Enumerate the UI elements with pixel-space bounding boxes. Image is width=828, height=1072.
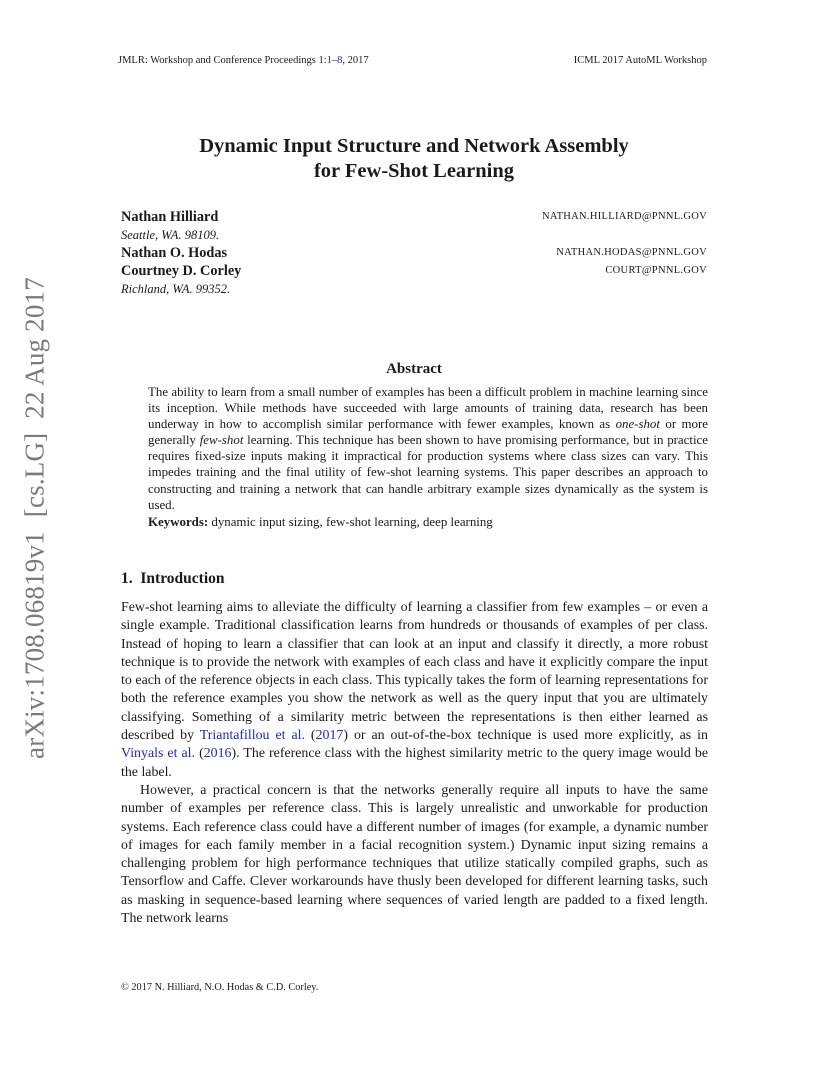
section-heading-introduction: 1. Introduction [121, 570, 225, 587]
keywords [148, 514, 708, 530]
arxiv-stamp-text: arXiv:1708.06819v1 [cs.LG] 22 Aug 2017 [19, 276, 50, 759]
page-start-link[interactable]: 1 [326, 55, 332, 66]
abstract-paragraph [148, 384, 708, 513]
emphasis-one-shot: one-shot [615, 417, 660, 432]
copyright-footer: © 2017 N. Hilliard, N.O. Hodas & C.D. Corley. [121, 982, 319, 993]
author-row [121, 262, 707, 280]
page-end-link[interactable]: 8 [337, 55, 343, 66]
abstract-text: learning. This technique has been shown to have promising performance, but in practice requires fixed-size inputs making it impractical for production systems where class sizes can vary. This impedes training and the final utility of few-shot learning systems. This paper describes an approach to constructing and training a network that can handle arbitrary example sizes dynamically as the system is used. [148, 433, 708, 512]
abstract-body [148, 384, 708, 530]
abstract-text: The ability to learn from a small number of examples has been a difficult problem in machine learning since its inception. While methods have succeeded with large amounts of training data, research has been underway in how to accomplish similar performance with fewer examples, known as [148, 385, 708, 432]
arxiv-stamp [10, 276, 60, 759]
title-line-1: Dynamic Input Structure and Network Assembly [199, 135, 629, 157]
author-email: NATHAN.HODAS@PNNL.GOV [556, 247, 707, 258]
keywords-label: Keywords: [148, 514, 209, 529]
page-dash: – [331, 55, 338, 66]
citation-vinyals-year-link[interactable]: 2016 [203, 746, 232, 762]
author-row [121, 208, 707, 226]
author-row [121, 244, 707, 262]
paragraph-text: . The reference class with the highest similarity metric to the query image would be the label. [121, 746, 708, 780]
proceedings-text: JMLR: Workshop and Conference Proceedings 1: [118, 55, 327, 66]
running-header-left [118, 55, 369, 66]
abstract-heading: Abstract [386, 361, 442, 377]
author-name: Nathan Hilliard [121, 209, 219, 225]
author-address: Seattle, WA. 98109. [121, 228, 220, 242]
author-email: NATHAN.HILLIARD@PNNL.GOV [541, 211, 707, 222]
author-block [121, 208, 707, 298]
author-name: Nathan O. Hodas [121, 245, 228, 261]
paper-title [0, 134, 828, 184]
citation-triantafillou-year-link[interactable]: 2017 [315, 728, 344, 744]
citation-triantafillou-link[interactable]: Triantafillou et al. [199, 728, 305, 744]
intro-paragraph-2: However, a practical concern is that the networks generally require all inputs to have the same number of examples per reference class. This is largely unrealistic and unworkable for production systems. Each reference class could have a different number of images (for example, a dynamic number of images for each family member in a facial recognition system.) Dynamic input sizing remains a challenging problem for high performance techniques that utilize statically compiled graphs, such as Tensorflow and Caffe. Clever workarounds have thusly been developed for different learning tasks, such as masking in sequence-based learning where sequences of varied length are padded to a fixed length. The network learns [121, 782, 708, 927]
abstract-text: or more generally [148, 417, 709, 448]
intro-paragraph-1: Few-shot learning aims to alleviate the difficulty of learning a classifier from few examples – or even a single example. Traditional classification learns from hundreds or thousands of examples of per class. Instead of hoping to learn a classifier that can look at an input and classify it directly, a more robust technique is to provide the network with examples of each class and have it explicitly compare the input to each of the reference objects in each class. This typically takes the form of learning representations for both the reference examples you show the network as well as the query input that you are ultimately classifying. Something of a similarity metric between the representations is then either learned as described by Triantafillou et al. (2017) or an out-of-the-box technique is used more explicitly, as in Vinyals et al. (2016). The reference class with the highest similarity metric to the query image would be the label. [121, 600, 708, 780]
keywords-list: dynamic input sizing, few-shot learning, deep learning [208, 514, 493, 529]
emphasis-few-shot: few-shot [199, 433, 244, 448]
paragraph-text: Few-shot learning aims to alleviate the difficulty of learning a classifier from few examples – or even a single example. Traditional classification learns from hundreds or thousands of examples of per class. Instead of hoping to learn a classifier that can look at an input and classify it directly, a more robust technique is to provide the network with examples of each class and have it explicitly compare the input to each of the reference objects in each class. This typically takes the form of learning representations for both the reference examples you show the network as well as the query input that you are ultimately classifying. Something of a similarity metric between the representations is then either learned as described by [121, 600, 708, 744]
author-address: Richland, WA. 99352. [121, 282, 231, 296]
title-line-2: for Few-Shot Learning [313, 160, 515, 182]
citation-vinyals-link[interactable]: Vinyals et al. [121, 746, 196, 762]
paragraph-text: or an out-of-the-box technique is used more explicitly, as in [347, 728, 708, 744]
running-header-right: ICML 2017 AutoML Workshop [573, 55, 707, 66]
introduction-body [121, 599, 708, 928]
author-email: COURT@PNNL.GOV [605, 265, 707, 276]
author-name: Courtney D. Corley [121, 263, 242, 279]
year-text: , 2017 [342, 55, 369, 66]
